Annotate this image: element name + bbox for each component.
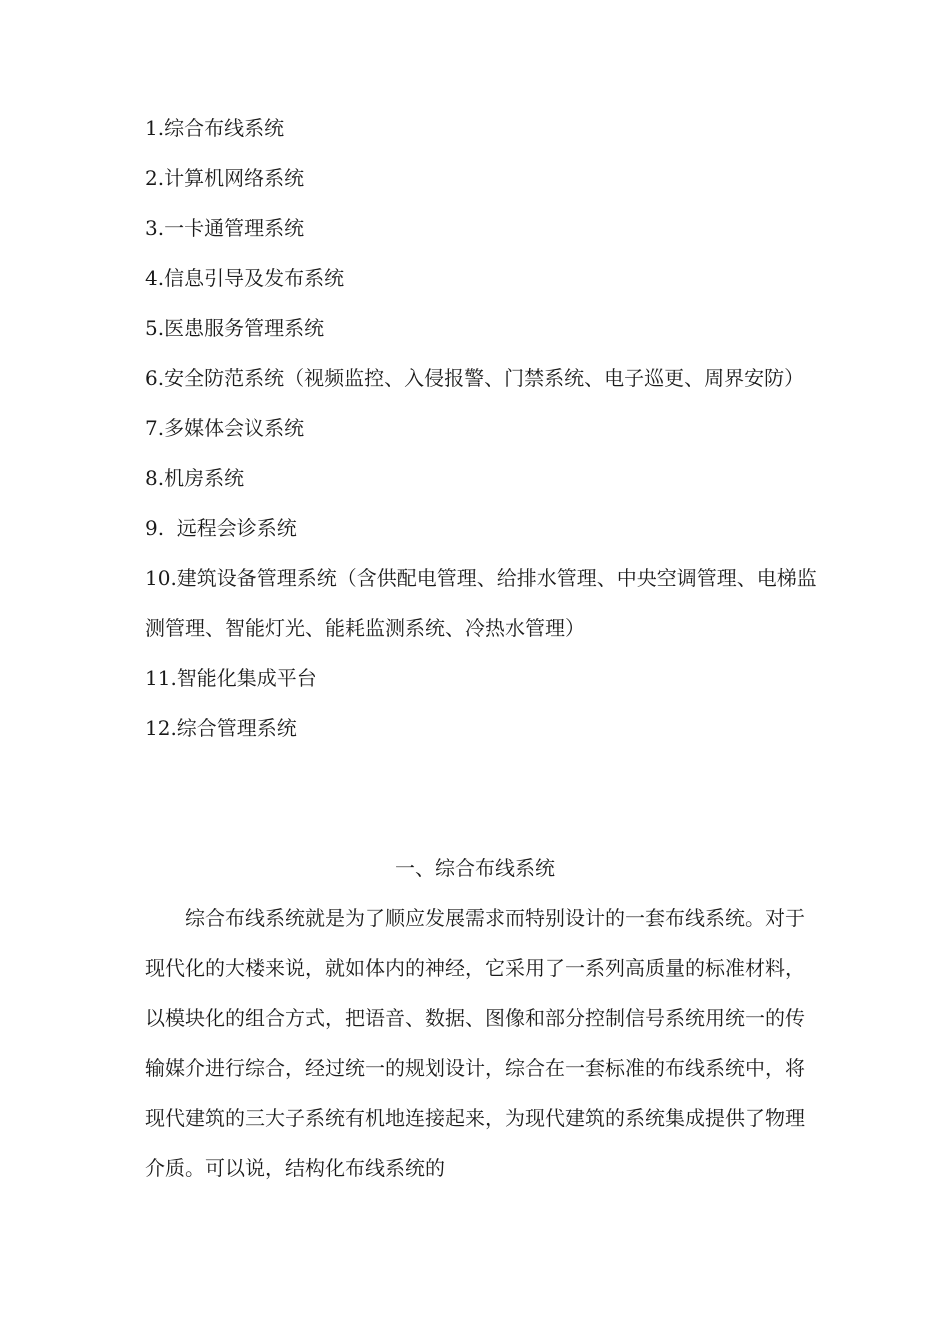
- list-item: 4.信息引导及发布系统: [145, 266, 345, 290]
- list-item: 6.安全防范系统（视频监控、入侵报警、门禁系统、电子巡更、周界安防）: [145, 366, 805, 390]
- list-item: 3.一卡通管理系统: [145, 216, 305, 240]
- section-paragraph: 综合布线系统就是为了顺应发展需求而特别设计的一套布线系统。对于现代化的大楼来说，就如体内的神经，它采用了一系列高质量的标准材料，以模块化的组合方式，把语音、数据、图像和部分控制信号系统用统一的传输媒介进行综合，经过统一的规划设计，综合在一套标准的布线系统中，将现代建筑的三大子系统有机地连接起来，为现代建筑的系统集成提供了物理介质。可以说，结构化布线系统的: [145, 906, 805, 1180]
- list-item: 12.综合管理系统: [145, 716, 297, 740]
- list-item: 5.医患服务管理系统: [145, 316, 325, 340]
- system-list: [145, 103, 825, 753]
- list-item: 10.建筑设备管理系统（含供配电管理、给排水管理、中央空调管理、电梯监测管理、智能灯光、能耗监测系统、冷热水管理）: [145, 566, 817, 640]
- list-item: 7.多媒体会议系统: [145, 416, 305, 440]
- list-item: 9. 远程会诊系统: [145, 516, 297, 540]
- list-item: 8.机房系统: [145, 466, 245, 490]
- section-title: 一、综合布线系统: [395, 856, 555, 880]
- list-item: 2.计算机网络系统: [145, 166, 305, 190]
- list-item: 11.智能化集成平台: [145, 666, 317, 690]
- list-item: 1.综合布线系统: [145, 116, 285, 140]
